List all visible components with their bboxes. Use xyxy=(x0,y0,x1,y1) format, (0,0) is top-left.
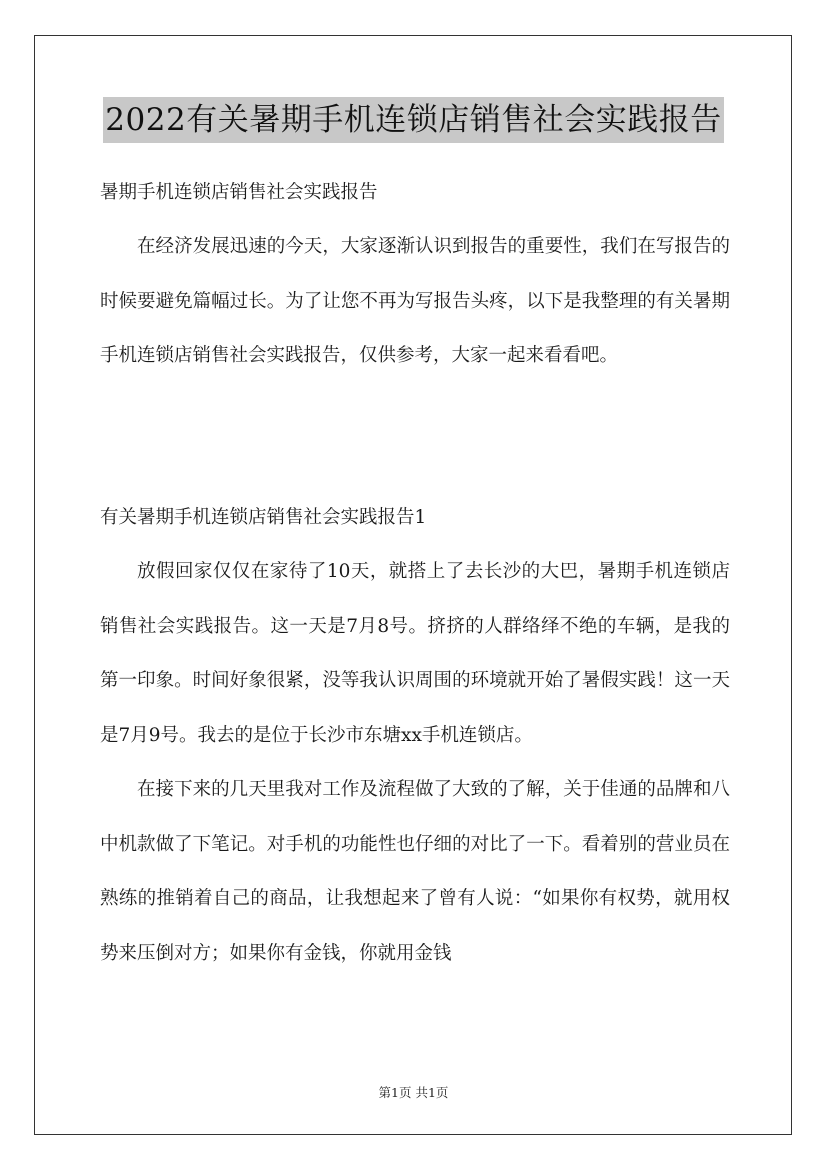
section-heading: 有关暑期手机连锁店销售社会实践报告1 xyxy=(100,507,427,528)
document-title: 2022有关暑期手机连锁店销售社会实践报告 xyxy=(103,97,723,143)
section-paragraph-1: 放假回家仅仅在家待了10天，就搭上了去长沙的大巴，暑期手机连锁店销售社会实践报告。这一天是7月8号。挤挤的人群络绎不绝的车辆，是我的第一印象。时间好象很紧，没等我认识周围的环境就开始了暑假实践！这一天是7月9号。我去的是位于长沙市东塘xx手机连锁店。 xyxy=(100,561,730,746)
section-paragraph-2: 在接下来的几天里我对工作及流程做了大致的了解，关于佳通的品牌和八中机款做了下笔记。对手机的功能性也仔细的对比了一下。看着别的营业员在熟练的推销着自己的商品，让我想起来了曾有人说：“如果你有权势，就用权势来压倒对方；如果你有金钱，你就用金钱 xyxy=(100,779,730,964)
intro-paragraph-block xyxy=(100,220,730,384)
section-body xyxy=(100,545,730,981)
document-subtitle: 暑期手机连锁店销售社会实践报告 xyxy=(100,182,378,203)
intro-paragraph: 在经济发展迅速的今天，大家逐渐认识到报告的重要性，我们在写报告的时候要避免篇幅过长。为了让您不再为写报告头疼，以下是我整理的有关暑期手机连锁店销售社会实践报告，仅供参考，大家一起来看看吧。 xyxy=(100,236,730,366)
title-container xyxy=(0,97,827,143)
page-number-footer: 第1页 共1页 xyxy=(378,1085,449,1100)
